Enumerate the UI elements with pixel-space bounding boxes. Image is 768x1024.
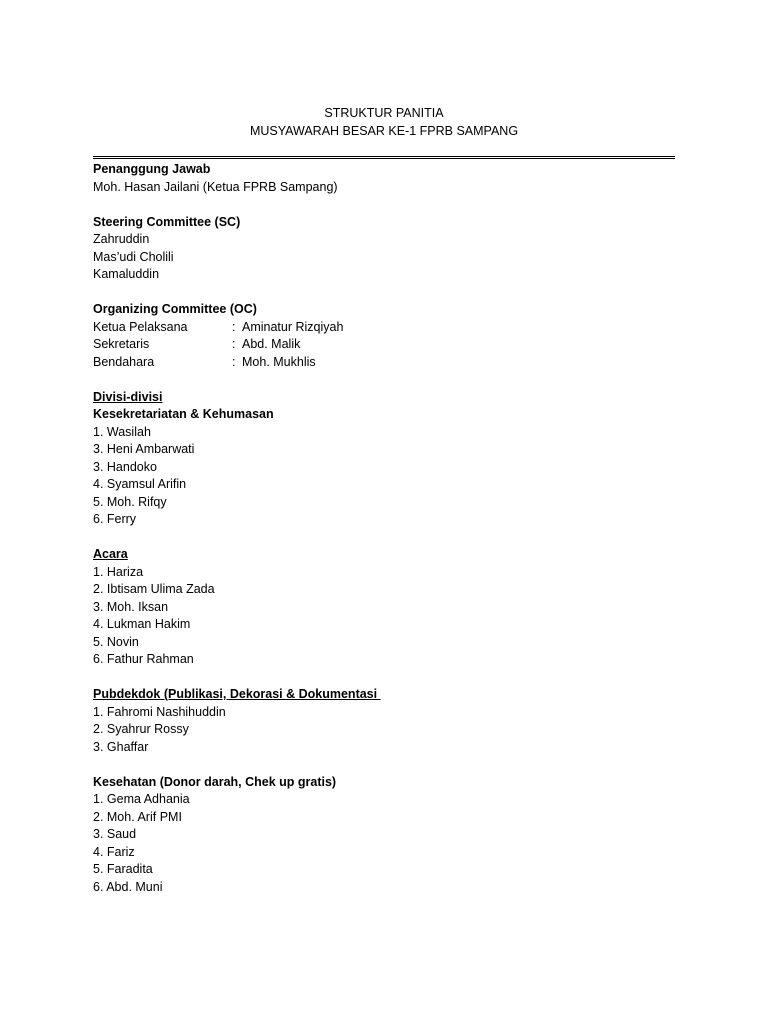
acara-member: 6. Fathur Rahman — [93, 652, 194, 666]
divisions-heading: Divisi-divisi — [93, 389, 163, 404]
pubdekdok-member: 2. Syahrur Rossy — [93, 722, 189, 736]
kesekretariatan-member: 4. Syamsul Arifin — [93, 477, 187, 491]
kesekretariatan-member: 1. Wasilah — [93, 424, 151, 439]
pubdekdok-heading: Pubdekdok (Publikasi, Dekorasi & Dokumentasi — [93, 687, 381, 701]
title-line-2: MUSYAWARAH BESAR KE-1 FPRB SAMPANG — [249, 123, 519, 138]
title-line-1: STRUKTUR PANITIA — [324, 106, 444, 120]
kesehatan-member: 3. Saud — [93, 827, 137, 841]
oc-role-row — [93, 336, 675, 354]
oc-role-separator: : — [232, 319, 236, 334]
kesekretariatan-heading: Kesekretariatan & Kehumasan — [93, 407, 274, 421]
kesehatan-member: 2. Moh. Arif PMI — [93, 809, 182, 824]
title-divider — [93, 156, 675, 159]
oc-role-label: Ketua Pelaksana — [93, 319, 188, 334]
kesekretariatan-member: 3. Handoko — [93, 459, 157, 474]
pubdekdok-member: 1. Fahromi Nashihuddin — [93, 704, 226, 719]
kesekretariatan-member: 6. Ferry — [93, 512, 137, 526]
oc-role-name: Abd. Malik — [242, 337, 301, 351]
acara-heading: Acara — [93, 547, 128, 561]
oc-role-row — [93, 319, 675, 337]
sc-member: Zahruddin — [93, 232, 150, 246]
organizing-committee-heading: Organizing Committee (OC) — [93, 302, 257, 316]
spacer — [93, 529, 675, 547]
pubdekdok-member: 3. Ghaffar — [93, 739, 149, 754]
kesekretariatan-member: 3. Heni Ambarwati — [93, 442, 195, 456]
spacer — [93, 371, 675, 389]
kesehatan-member: 5. Faradita — [93, 862, 153, 876]
oc-role-name: Aminatur Rizqiyah — [242, 319, 344, 334]
kesehatan-member: 6. Abd. Muni — [93, 879, 163, 894]
acara-member: 1. Hariza — [93, 564, 144, 579]
acara-member: 5. Novin — [93, 634, 139, 649]
kesekretariatan-member: 5. Moh. Rifqy — [93, 494, 167, 509]
spacer — [93, 284, 675, 302]
steering-committee-heading: Steering Committee (SC) — [93, 214, 241, 229]
oc-role-name: Moh. Mukhlis — [242, 354, 316, 369]
document-title — [0, 105, 768, 140]
penanggung-jawab-heading: Penanggung Jawab — [93, 162, 211, 176]
acara-member: 3. Moh. Iksan — [93, 599, 169, 614]
spacer — [93, 756, 675, 774]
spacer — [93, 196, 675, 214]
kesehatan-heading: Kesehatan (Donor darah, Chek up gratis) — [93, 774, 337, 789]
penanggung-jawab-name: Moh. Hasan Jailani (Ketua FPRB Sampang) — [93, 179, 338, 194]
kesehatan-member: 4. Fariz — [93, 844, 135, 859]
acara-member: 2. Ibtisam Ulima Zada — [93, 582, 215, 596]
sc-member: Mas’udi Cholili — [93, 249, 174, 264]
sc-member: Kamaluddin — [93, 267, 160, 281]
oc-role-row — [93, 354, 675, 372]
document-body — [93, 161, 675, 896]
spacer — [93, 669, 675, 687]
oc-role-separator: : — [232, 354, 236, 369]
oc-role-separator: : — [232, 337, 236, 351]
oc-role-label: Sekretaris — [93, 337, 150, 351]
oc-role-label: Bendahara — [93, 354, 155, 369]
acara-member: 4. Lukman Hakim — [93, 617, 191, 631]
kesehatan-member: 1. Gema Adhania — [93, 792, 190, 806]
